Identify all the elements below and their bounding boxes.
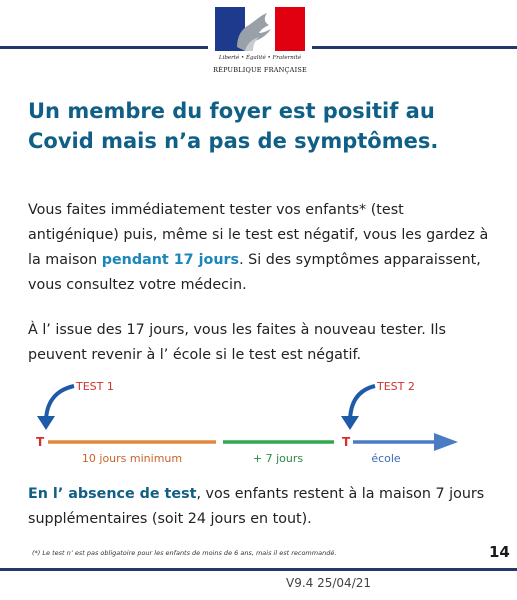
title-line-2: Covid mais n’a pas de symptômes. xyxy=(28,129,439,153)
paragraph-no-test-after: , vos enfants restent à la maison 7 jours supplémentaires (soit 24 jours en tout). xyxy=(28,486,485,527)
page-title xyxy=(28,96,498,156)
ecole-arrowhead-icon xyxy=(434,433,458,451)
title-line-1: Un membre du foyer est positif au xyxy=(28,99,435,123)
paragraph-retest: À l’ issue des 17 jours, vous les faites à nouveau tester. Ils peuvent revenir à l’ école si le test est négatif. xyxy=(28,322,446,363)
bottom-rule xyxy=(0,568,517,571)
paragraph-testing-highlight: pendant 17 jours xyxy=(101,252,240,268)
segment-ecole-label: école xyxy=(371,452,401,465)
segment-7-days-label: + 7 jours xyxy=(252,452,304,465)
motto: Liberté • Égalité • Fraternité xyxy=(218,55,302,61)
test1-marker: T xyxy=(36,435,45,449)
paragraph-testing-before: Vous faites immédiatement tester vos enfants* (test antigénique) puis, même si le test est négatif, vous les gardez à la maison xyxy=(28,202,489,268)
republique-francaise-text: RÉPUBLIQUE FRANÇAISE xyxy=(213,66,307,74)
test2-label: TEST 2 xyxy=(377,380,415,393)
test1-label: TEST 1 xyxy=(76,380,114,393)
paragraph-no-test xyxy=(28,482,498,532)
test2-marker: T xyxy=(342,435,351,449)
page-number: 14 xyxy=(489,543,510,561)
quarantine-timeline xyxy=(20,378,470,470)
version-label: V9.4 25/04/21 xyxy=(286,576,372,590)
footnote: (*) Le test n’ est pas obligatoire pour les enfants de moins de 6 ans, mais il est recommandé. xyxy=(32,549,337,557)
paragraph-testing-after: . Si des symptômes apparaissent, vous consultez votre médecin. xyxy=(28,252,481,293)
paragraph-testing xyxy=(28,198,490,298)
republique-francaise-logo xyxy=(208,5,312,85)
segment-10-days-label: 10 jours minimum xyxy=(81,452,183,465)
test2-arrowhead-icon xyxy=(341,416,359,430)
paragraph-no-test-highlight: En l’ absence de test xyxy=(28,486,197,502)
marianne-flag-icon xyxy=(215,7,305,51)
test1-arrowhead-icon xyxy=(37,416,55,430)
